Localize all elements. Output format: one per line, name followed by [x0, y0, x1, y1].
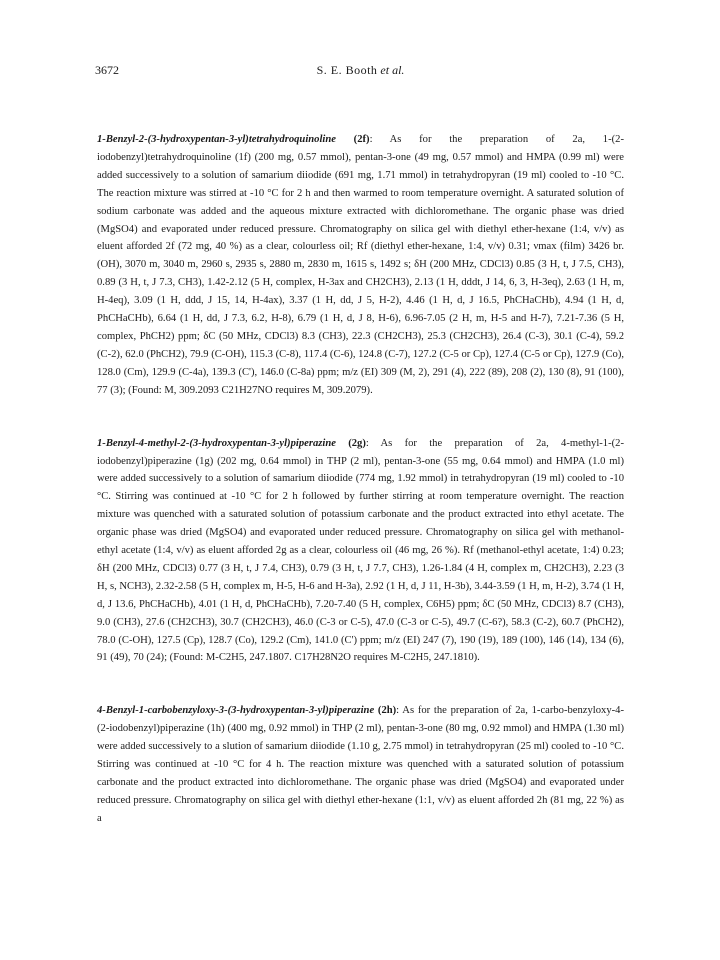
running-head — [97, 63, 624, 78]
running-head-etal: et al. — [380, 63, 405, 77]
entry-body: : As for the preparation of 2a, 1-(2-iodobenzyl)tetrahydroquinoline (1f) (200 mg, 0.57 mmol), pentan-3-one (49 mg, 0.57 mmol) and HMPA (0.99 ml) were added successively to a solution of samarium diiodide (691 mg, 1.71 mmol) in tetrahydropyran (19 ml) cooled to -10 °C. The reaction mixture was stirred at -10 °C for 2 h and then warmed to room temperature overnight. A saturated solution of sodium carbonate was added and the aqueous mixture extracted with dichloromethane. The organic phase was dried (MgSO4) and evaporated under reduced pressure. Chromatography on silica gel with diethyl ether-hexane (1:4, v/v) as eluent afforded 2f (72 mg, 40 %) as a clear, colourless oil; Rf (diethyl ether-hexane, 1:4, v/v) 0.31; νmax (film) 3426 br. (OH), 3070 m, 3040 m, 2960 s, 2935 s, 2880 m, 2830 m, 1615 s, 1492 s; δH (200 MHz, CDCl3) 0.85 (3 H, t, J 7.5, CH3), 0.89 (3 H, t, J 7.3, CH3), 1.42-2.12 (5 H, complex, H-3ax and CH2CH3), 2.13 (1 H, dddt, J 14, 6, 3, H-3eq), 2.63 (1 H, m, H-4eq), 3.09 (1 H, ddd, J 15, 14, H-4ax), 3.37 (1 H, dd, J 5, H-2), 4.46 (1 H, d, J 16.5, PhCHaCHb), 4.94 (1 H, d, PhCHaCHb), 6.64 (1 H, dd, J 7.3, 6.2, H-8), 6.79 (1 H, d, J 8, H-6), 6.96-7.05 (2 H, m, H-5 and H-7), 7.21-7.36 (5 H, complex, PhCH2) ppm; δC (50 MHz, CDCl3) 8.3 (CH3), 22.3 (CH2CH3), 25.3 (CH2CH3), 26.4 (C-3), 30.1 (C-4), 59.2 (C-2), 62.0 (PhCH2), 79.9 (C-OH), 115.3 (C-8), 117.4 (C-6), 124.8 (C-7), 127.2 (C-5 or Cp), 127.4 (C-5 or Cp), 127.9 (Co), 128.0 (Cm), 129.9 (C-4a), 139.3 (C'), 146.0 (C-8a) ppm; m/z (EI) 309 (M, 2), 291 (4), 222 (89), 208 (2), 130 (8), 91 (100), 77 (3); (Found: M, 309.2093 C21H27NO requires M, 309.2079). — [97, 134, 624, 396]
experimental-entry — [97, 435, 624, 668]
compound-title: 1-Benzyl-2-(3-hydroxypentan-3-yl)tetrahydroquinoline — [97, 134, 336, 145]
entry-body: : As for the preparation of 2a, 1-carbo-benzyloxy-4-(2-iodobenzyl)piperazine (1h) (400 mg, 0.92 mmol) in THP (2 ml), pentan-3-one (80 mg, 0.92 mmol) and HMPA (1.30 ml) were added successively to a slution of samarium diiodide (1.10 g, 2.75 mmol) in tetrahydropyran (25 ml) cooled to -10 °C. Stirring was continued at -10 °C for 4 h. The reaction mixture was quenched with a saturated solution of potassium carbonate and the product extracted into dichloromethane. The organic phase was dried (MgSO4) and evaporated under reduced pressure. Chromatography on silica gel with diethyl ether-hexane (1:1, v/v) as eluent afforded 2h (81 mg, 22 %) as a — [97, 705, 624, 824]
compound-title: 1-Benzyl-4-methyl-2-(3-hydroxypentan-3-yl)piperazine — [97, 437, 336, 449]
compound-number: (2g) — [348, 437, 366, 449]
running-head-author: S. E. Booth — [316, 63, 378, 77]
experimental-entry — [97, 131, 624, 400]
compound-number: (2h) — [377, 705, 397, 717]
entry-body: : As for the preparation of 2a, 4-methyl-1-(2-iodobenzyl)piperazine (1g) (202 mg, 0.64 mmol) in THP (2 ml), pentan-3-one (55 mg, 0.64 mmol) and HMPA (1.0 ml) were added successively to a solution of samarium diiodide (774 mg, 1.92 mmol) in tetrahydropyran (19 ml) cooled to -10 °C. Stirring was continued at -10 °C for 2 h followed by further stirring at room temperature overnight. The reaction mixture was quenched with a saturated solution of potassium carbonate and the product extracted into ethyl acetate. The organic phase was dried (MgSO4) and evaporated under reduced pressure. Chromatography on silica gel with methanol-ethyl acetate (1:4, v/v) as eluent afforded 2g as a clear, colourless oil (46 mg, 26 %). Rf (methanol-ethyl acetate, 1:4) 0.23; δH (200 MHz, CDCl3) 0.77 (3 H, t, J 7.4, CH3), 0.79 (3 H, t, J 7.7, CH3), 1.26-1.84 (4 H, complex m, CH2CH3), 2.23 (3 H, s, NCH3), 2.32-2.58 (5 H, complex m, H-5, H-6 and H-3a), 2.92 (1 H, d, J 11, H-3b), 3.44-3.59 (1 H, m, H-2), 3.74 (1 H, d, J 13.6, PhCHaCHb), 4.01 (1 H, d, PhCHaCHb), 7.20-7.40 (5 H, complex, C6H5) ppm; δC (50 MHz, CDCl3) 8.7 (CH3), 9.0 (CH3), 27.6 (CH2CH3), 30.7 (CH2CH3), 46.0 (C-3 or C-5), 47.0 (C-3 or C-5), 49.7 (C-6?), 58.3 (C-2), 60.7 (PhCH2), 78.0 (C-OH), 127.5 (Cp), 128.7 (Co), 129.2 (Cm), 141.0 (C') ppm; m/z (EI) 247 (7), 190 (19), 189 (100), 146 (14), 134 (6), 91 (49), 70 (24); (Found: M-C2H5, 247.1807. C17H28N2O requires M-C2H5, 247.1810). — [97, 437, 624, 664]
experimental-entry — [97, 702, 624, 827]
page-number: 3672 — [95, 63, 119, 77]
compound-number: (2f) — [353, 134, 370, 145]
page-header — [97, 63, 624, 81]
compound-title: 4-Benzyl-1-carbobenzyloxy-3-(3-hydroxypentan-3-yl)piperazine — [97, 705, 375, 717]
